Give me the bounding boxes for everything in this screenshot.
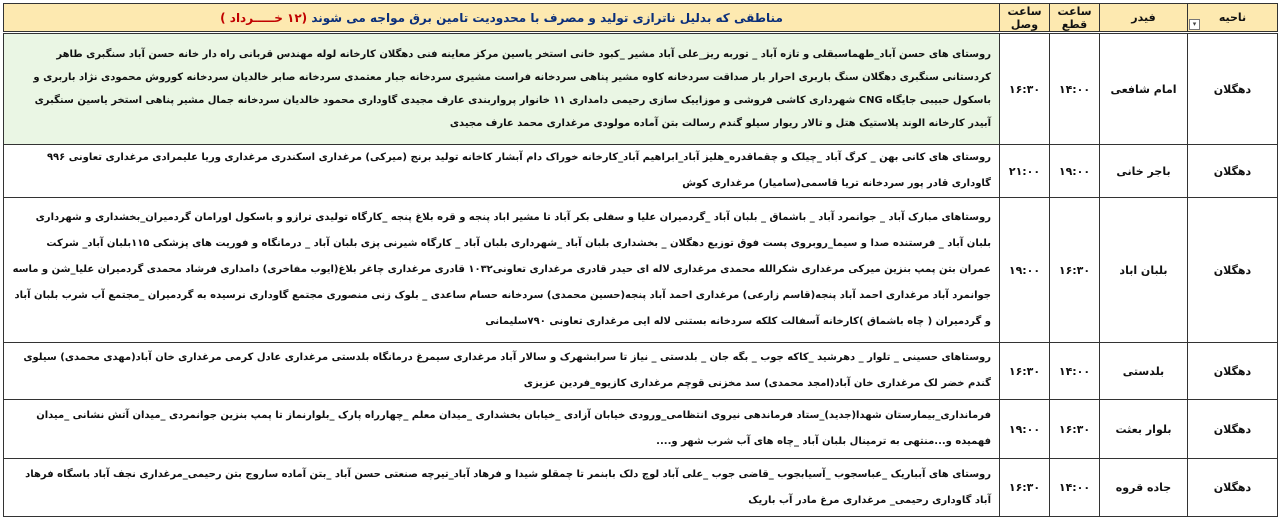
cell-region: دهگلان (1188, 198, 1278, 343)
cell-areas: روستاهای مبارک آباد _ جوانمرد آباد _ باشماق _ بلبان آباد _گردمیران علیا و سفلی بکر آباد تا مشیر اباد پنجه و قره بلاغ پنجه _کارگاه تولیدی ترازو و باسکول اورامان گردمیران_بخشداری و شهرداری بلبان آباد _ فرستنده صدا و سیما_روبروی پست فوق توزیع دهگلان _ بخشداری بلبان آباد _شهرداری بلبان آباد _ کارگاه شیرنی پزی بلبان آباد _ درمانگاه و فوریت های پزشکی ۱۱۵بلبان آباد_ شرکت عمران بتن پمپ بنزین میرکی مرغداری شکرالله محمدی مرغداری لاله ای حیدر قادری مرغداری تعاونی۱۰۳۲ قادری مرغداری چاغر بلاغ(ایوب مفاخری) دامداری فرشاد محمدی گردمیران علیا_شن و ماسه جوانمرد آباد مرغداری احمد آباد پنجه(قاسم زارعی) مرغداری احمد آباد پنجه(حسین محمدی) سردخانه حسام ساعدی _ بلوک زنی منصوری مجتمع گاوداری نرسیده به گردمیران _مجتمع آب شرب بلبان آباد و گردمیران ( چاه باشماق )کارخانه آسفالت کلکه سردخانه بستنی لاله ایی مرغداری تعاونی ۷۹۰سلیمانی (4, 198, 1000, 343)
cell-region: دهگلان (1188, 459, 1278, 517)
cell-connect-time: ۲۱:۰۰ (1000, 145, 1050, 198)
cell-areas: روستای های حسن آباد_طهماسبقلی و تازه آباد _ توربه ریز_علی آباد مشیر _کبود خانی استخر یاسین مرکز معاینه فنی دهگلان کارخانه لوله مهندس قربانی راه دار خانه حسن آباد سنگبری طاهر کردستانی سنگبری دهگلان سنگ باربری احرار بار صداقت سردخانه کاوه مشیر پناهی سردخانه فراست مشیری سردخانه جبار معتمدی سردخانه صابر خالدیان سردخانه کوروش محمودی نژاد باربری و باسکول حبیبی جایگاه CNG شهرداری کاشی فروشی و موزاییک سازی رحیمی دامداری ۱۱ خانوار پرواربندی عارف مجیدی گاوداری محمود خالدیان سردخانه جمال مشیر پناهی استخر یاسین سنگبری آبیدر کارخانه الوند پلاستیک هتل و تالار ریوار سیلو گندم رسالت بتن آماده مولودی مرغداری محمد عارف مجیدی (4, 33, 1000, 145)
header-region[interactable]: ناحیه ▾ (1188, 4, 1278, 33)
cell-feeder: بلدستی (1100, 343, 1188, 400)
power-outage-table (3, 3, 1278, 517)
cell-cut-time: ۱۴:۰۰ (1050, 33, 1100, 145)
cell-feeder: بلوار بعثت (1100, 400, 1188, 459)
header-cut-time: ساعت قطع (1050, 4, 1100, 33)
cell-connect-time: ۱۶:۳۰ (1000, 343, 1050, 400)
cell-connect-time: ۱۹:۰۰ (1000, 400, 1050, 459)
cell-connect-time: ۱۹:۰۰ (1000, 198, 1050, 343)
cell-areas: روستای های کانی بهن _ کرگ آباد _چیلک و چقماقدره_هلیز آباد_ابراهیم آباد_کارخانه خوراک دام آبشار کاخانه تولید برنج (میرکی) مرغداری اسکندری مرغداری وریا علیمرادی مرغداری تعاونی ۹۹۶ گاوداری قادر پور سردخانه تریا قاسمی(سامیار) مرغداری کوش (4, 145, 1000, 198)
cell-cut-time: ۱۴:۰۰ (1050, 343, 1100, 400)
header-feeder: فیدر (1100, 4, 1188, 33)
cell-feeder: جاده قروه (1100, 459, 1188, 517)
table-row (4, 33, 1278, 145)
cell-region: دهگلان (1188, 343, 1278, 400)
cell-connect-time: ۱۶:۳۰ (1000, 33, 1050, 145)
table-row (4, 145, 1278, 198)
filter-dropdown-icon[interactable]: ▾ (1189, 19, 1200, 30)
cell-feeder: باجر خانی (1100, 145, 1188, 198)
table-row (4, 400, 1278, 459)
cell-region: دهگلان (1188, 33, 1278, 145)
cell-areas: فرمانداری_بیمارستان شهدا(جدید)_ستاد فرماندهی نیروی انتظامی_ورودی خیابان آزادی _خیابان بخشداری _میدان معلم _چهارراه پارک _بلوارنماز تا پمپ بنزین جوانمردی _میدان آتش نشانی _میدان فهمیده و...منتهی به ترمینال بلبان آباد _چاه های آب شرب شهر و.... (4, 400, 1000, 459)
cell-feeder: امام شافعی (1100, 33, 1188, 145)
header-date: (۱۲ خـــــرداد ) (220, 10, 308, 25)
cell-region: دهگلان (1188, 400, 1278, 459)
header-areas: مناطقی که بدلیل ناترازی تولید و مصرف با محدودیت تامین برق مواجه می شوند (۱۲ خـــــرداد ) (4, 4, 1000, 33)
cell-region: دهگلان (1188, 145, 1278, 198)
cell-cut-time: ۱۶:۳۰ (1050, 400, 1100, 459)
cell-areas: روستای های آبباریک _عباسجوب _آسیابجوب _قاضی جوب _علی آباد لوچ دلک بابنمر تا چمقلو شیدا و فرهاد آباد_تیرچه صنعتی حسن آباد _بتن آماده ساروج بتن رحیمی_مرغداری نجف آباد باسگاه فرهاد آباد گاوداری رحیمی_ مرغداری مرغ مادر آب باریک (4, 459, 1000, 517)
header-connect-time: ساعت وصل (1000, 4, 1050, 33)
cell-connect-time: ۱۶:۳۰ (1000, 459, 1050, 517)
table-row (4, 198, 1278, 343)
table-row (4, 459, 1278, 517)
cell-feeder: بلبان اباد (1100, 198, 1188, 343)
cell-cut-time: ۱۹:۰۰ (1050, 145, 1100, 198)
cell-areas: روستاهای حسینی _ تلوار _ دهرشید _کاکه جوب _ بگه جان _ بلدستی _ نیاز تا سرابشهرک و سالار آباد مرغداری سیمرغ درمانگاه بلدستی مرغداری عادل کرمی مرغداری خان آباد(مهدی محمدی) سیلوی گندم خضر لک مرغداری خان آباد(امجد محمدی) سد مخزنی قوچم مرغداری کازیوه_فردین عزیزی (4, 343, 1000, 400)
cell-cut-time: ۱۶:۳۰ (1050, 198, 1100, 343)
header-row (4, 4, 1278, 33)
table-row (4, 343, 1278, 400)
cell-cut-time: ۱۴:۰۰ (1050, 459, 1100, 517)
